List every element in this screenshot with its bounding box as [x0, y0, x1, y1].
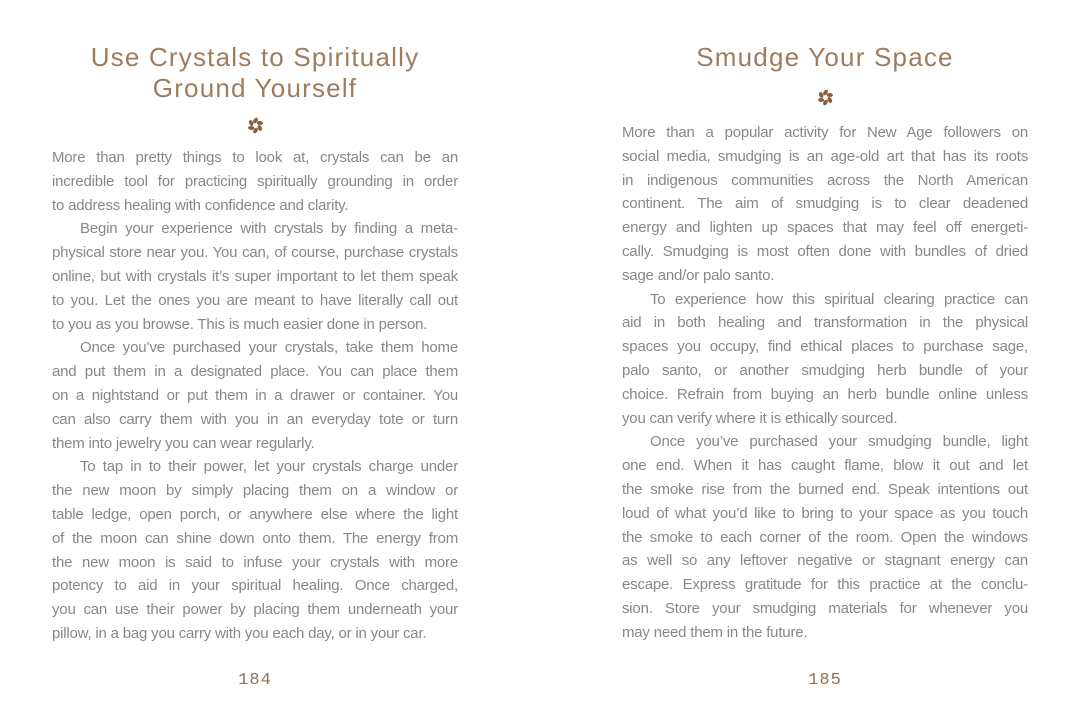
body-line: sion. Store your smudging materials for whenever you: [622, 599, 1028, 617]
body-line: Once you’ve purchased your crystals, take them home: [80, 339, 458, 357]
body-line: you can verify where it is ethically sourced.: [622, 409, 898, 427]
body-line: continent. The aim of smudging is to clear deadened: [622, 195, 1028, 213]
body-line: to address healing with confidence and clarity.: [52, 196, 349, 214]
body-line: Begin your experience with crystals by finding a meta-: [80, 220, 458, 238]
right-page: [622, 0, 1028, 720]
body-line: pillow, in a bag you carry with you each day, or in your car.: [52, 624, 427, 642]
chapter-ornament: [52, 115, 458, 136]
body-line: may need them in the future.: [622, 623, 808, 641]
body-line: potency to aid in your spiritual healing. Once charged,: [52, 577, 458, 595]
paragraph: [52, 217, 458, 336]
body-line: to you. Let the ones you are meant to have literally call out: [52, 291, 458, 309]
body-line: as well so any leftover negative or stagnant energy can: [622, 552, 1028, 570]
body-line: the new moon is said to infuse your crystals with more: [52, 553, 458, 571]
paragraph: [622, 288, 1028, 431]
page-number: 185: [808, 671, 842, 690]
body-text: [622, 121, 1028, 645]
body-line: one end. When it has caught flame, blow it out and let: [622, 457, 1028, 475]
body-line: and put them in a designated place. You can place them: [52, 363, 458, 381]
body-line: loud of what you’d like to bring to your space as you touch: [622, 504, 1028, 522]
body-line: on a nightstand or put them in a drawer or container. You: [52, 386, 458, 404]
body-line: table ledge, open porch, or anywhere else where the light: [52, 505, 458, 523]
chapter-ornament: [622, 87, 1028, 108]
body-line: sage and/or palo santo.: [622, 266, 775, 284]
chapter-title-line: Use Crystals to Spiritually: [90, 42, 420, 72]
body-line: escape. Express gratitude for this practice at the conclu-: [622, 576, 1028, 594]
body-line: incredible tool for practicing spiritually grounding in order: [52, 172, 458, 190]
body-line: More than a popular activity for New Age followers on: [622, 124, 1028, 141]
flower-rosette-icon: [815, 87, 836, 108]
body-line: spaces you occupy, find ethical places to purchase sage,: [622, 338, 1028, 356]
body-line: To tap in to their power, let your crystals charge under: [80, 458, 458, 476]
body-line: the smoke to each corner of the room. Open the windows: [622, 528, 1028, 546]
chapter-title-line: Ground Yourself: [152, 73, 358, 103]
paragraph: [52, 146, 458, 217]
body-line: cally. Smudging is most often done with bundles of dried: [622, 242, 1028, 260]
body-line: physical store near you. You can, of course, purchase crystals: [52, 244, 458, 262]
body-line: aid in both healing and transformation in the physical: [622, 314, 1028, 332]
body-line: to you as you browse. This is much easier done in person.: [52, 315, 428, 333]
body-line: Once you’ve purchased your smudging bundle, light: [650, 433, 1028, 451]
body-line: social media, smudging is an age-old art that has its roots: [622, 147, 1028, 165]
flower-rosette-icon: [245, 115, 266, 136]
body-line: can also carry them with you in an everyday tote or turn: [52, 410, 458, 428]
body-line: palo santo, or another smudging herb bundle of your: [622, 361, 1028, 379]
body-line: you can use their power by placing them underneath your: [52, 601, 458, 619]
body-line: the new moon by simply placing them on a window or: [52, 482, 458, 500]
paragraph: [52, 336, 458, 455]
body-line: in indigenous communities across the North American: [622, 171, 1028, 189]
body-line: energy and lighten up spaces that may feel off energeti-: [622, 219, 1028, 237]
chapter-title-line: Smudge Your Space: [696, 42, 954, 72]
page-number: 184: [238, 671, 272, 690]
paragraph: [622, 121, 1028, 288]
body-line: the smoke rise from the burned end. Speak intentions out: [622, 480, 1028, 498]
paragraph: [622, 430, 1028, 644]
body-line: choice. Refrain from buying an herb bundle online unless: [622, 385, 1028, 403]
body-line: them into jewelry you can wear regularly.: [52, 434, 315, 452]
chapter-title: [32, 42, 478, 104]
body-line: More than pretty things to look at, crystals can be an: [52, 149, 458, 166]
body-line: of the moon can shine down onto them. The energy from: [52, 529, 458, 547]
body-text: [52, 146, 458, 646]
chapter-title: [602, 42, 1048, 73]
paragraph: [52, 455, 458, 645]
body-line: online, but with crystals it’s super important to let them speak: [52, 267, 458, 285]
left-page: [52, 0, 458, 720]
body-line: To experience how this spiritual clearing practice can: [650, 290, 1028, 308]
